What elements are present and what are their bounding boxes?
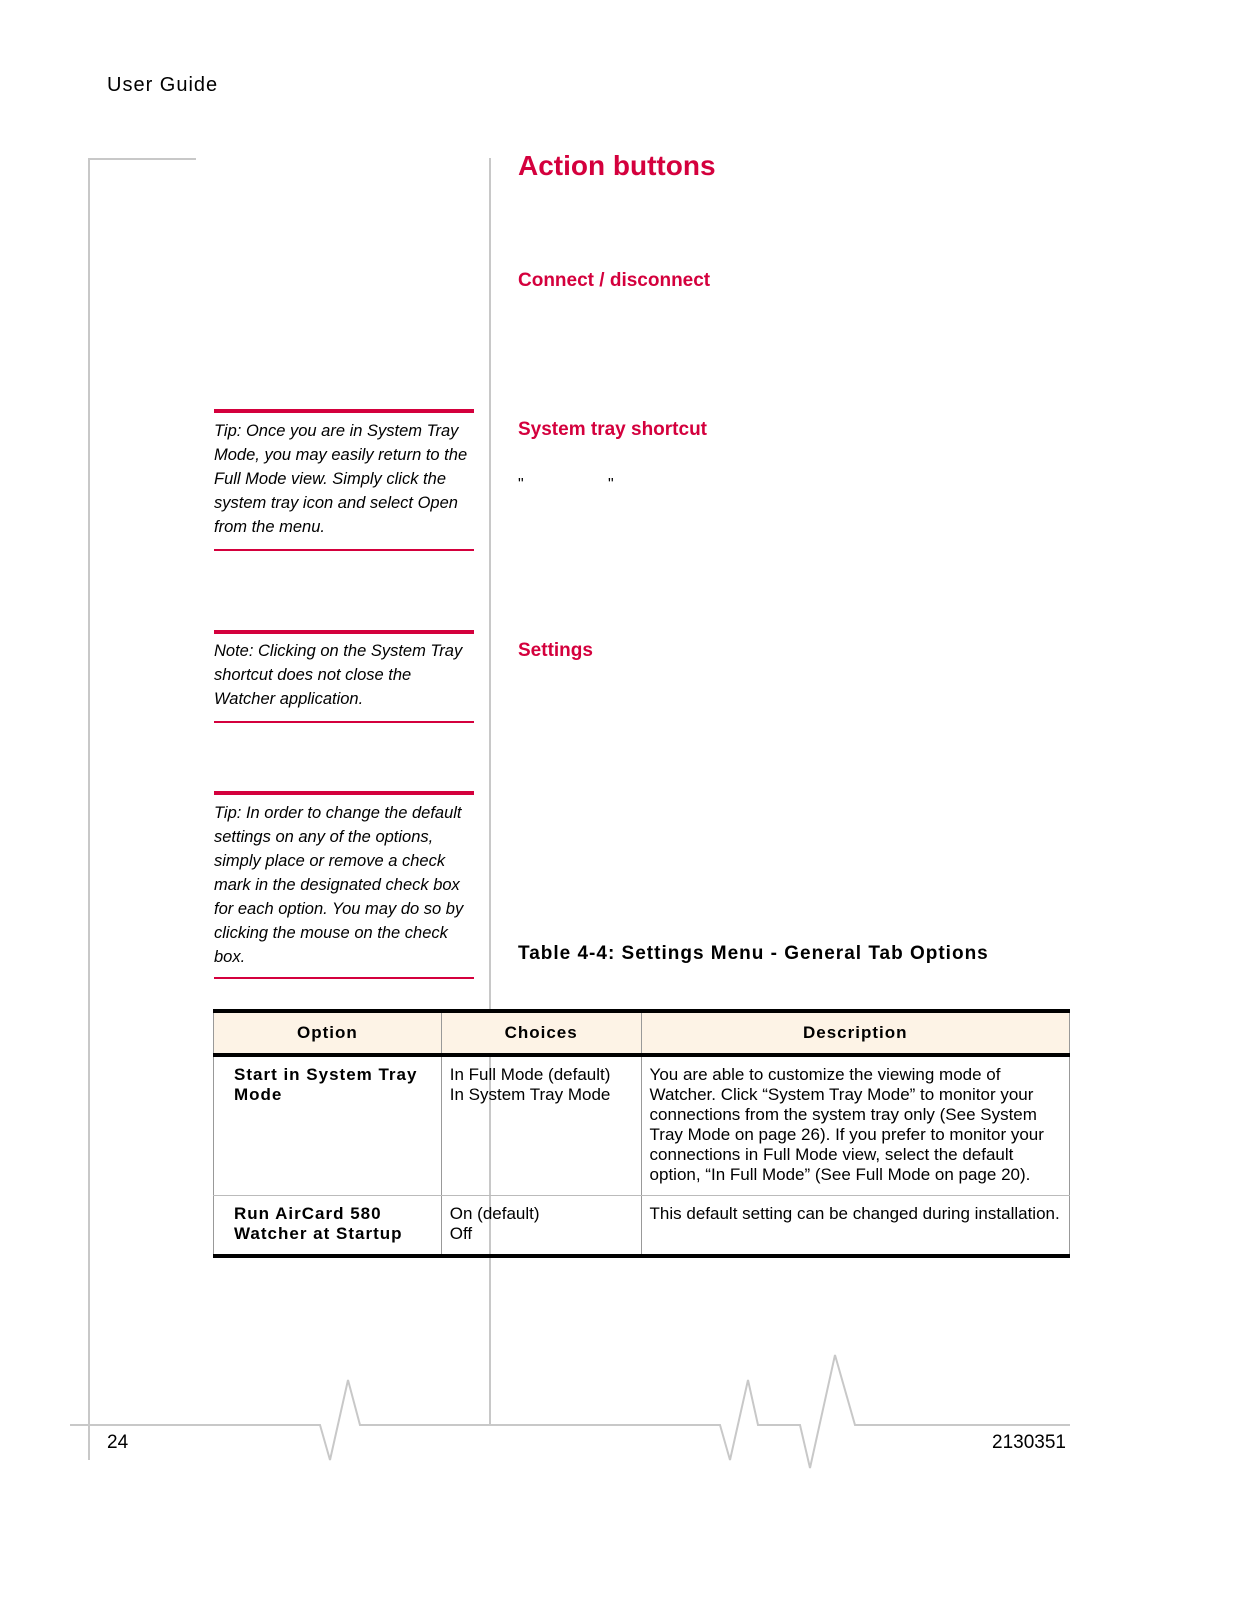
note-rule-top: [214, 630, 474, 634]
tip-note: Tip: In order to change the default settings on any of the options, simply place or remove a check mark in the designated check box for each option. You may do so by clicking the mouse on the check box.: [214, 804, 464, 966]
option-cell: Start in System Tray Mode: [214, 1055, 442, 1196]
running-header: User Guide: [107, 74, 219, 96]
note-rule-bottom: [214, 977, 474, 979]
choices-cell: [441, 1055, 641, 1196]
page-number: 24: [107, 1432, 129, 1453]
description-cell: You are able to customize the viewing mode of Watcher. Click “System Tray Mode” to monitor your connections from the system tray only (See System Tray Mode on page 26). If you prefer to monitor your connections in Full Mode view, select the default option, “In Full Mode” (See Full Mode on page 20).: [641, 1055, 1069, 1196]
page-heading: Action buttons: [518, 150, 716, 181]
document-number: 2130351: [992, 1432, 1066, 1453]
quote-mark-close: ": [608, 476, 614, 493]
column-header-choices: Choices: [441, 1011, 641, 1055]
choice-item: In System Tray Mode: [449, 1085, 611, 1104]
choice-item: In Full Mode (default): [449, 1065, 611, 1084]
quote-mark-open: ": [518, 476, 524, 493]
frame-left-rule: [88, 158, 90, 1460]
section-title-connect: Connect / disconnect: [518, 270, 711, 291]
description-cell: This default setting can be changed during installation.: [641, 1196, 1069, 1257]
waveform-graphic: [70, 1350, 1080, 1480]
section-title-system-tray: System tray shortcut: [518, 419, 708, 440]
note-rule-top: [214, 791, 474, 795]
option-cell: Run AirCard 580 Watcher at Startup: [214, 1196, 442, 1257]
choices-cell: [441, 1196, 641, 1257]
choice-item: Off: [449, 1224, 473, 1243]
note-note: Note: Clicking on the System Tray shortcut does not close the Watcher application.: [214, 642, 463, 708]
column-header-description: Description: [641, 1011, 1069, 1055]
note-rule-top: [214, 409, 474, 413]
frame-top-rule: [88, 158, 196, 160]
note-rule-bottom: [214, 549, 474, 551]
column-header-option: Option: [214, 1011, 442, 1055]
table-row: [214, 1196, 1070, 1257]
note-rule-bottom: [214, 721, 474, 723]
choice-item: On (default): [449, 1204, 540, 1223]
settings-table: [213, 1009, 1070, 1258]
table-caption: Table 4-4: Settings Menu - General Tab Options: [518, 943, 989, 964]
section-title-settings: Settings: [518, 640, 593, 661]
tip-note: Tip: Once you are in System Tray Mode, you may easily return to the Full Mode view. Simply click the system tray icon and select Open from the menu.: [214, 422, 468, 536]
table-header-row: [214, 1011, 1070, 1055]
table-row: [214, 1055, 1070, 1196]
